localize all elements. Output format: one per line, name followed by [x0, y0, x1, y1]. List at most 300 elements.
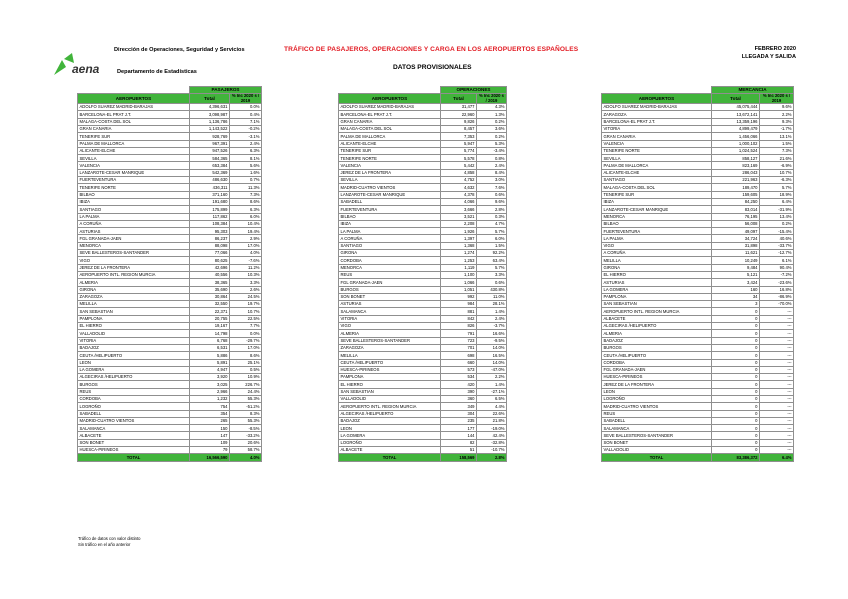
total-value: 34 [712, 293, 760, 300]
total-value: 22,960 [441, 111, 477, 118]
total-value: 660 [441, 359, 477, 366]
table-row [602, 417, 794, 424]
total-value: 19,167 [190, 323, 230, 330]
total-value: 3,920 [190, 374, 230, 381]
airport-name: CORDOBA [339, 257, 441, 264]
airport-name: FUERTEVENTURA [78, 177, 190, 184]
table-row [602, 206, 794, 213]
airport-name: GRAN CANARIA [339, 118, 441, 125]
table-row [602, 250, 794, 257]
pct-change: 2.4% [477, 162, 507, 169]
pct-change: 7.7% [230, 323, 262, 330]
table-row [339, 264, 507, 271]
table-row [339, 147, 507, 154]
pct-change: 10.7% [760, 169, 794, 176]
table-row [339, 410, 507, 417]
total-value: 3 [712, 301, 760, 308]
airport-name: JEREZ DE LA FRONTERA [78, 264, 190, 271]
total-value: 34,724 [712, 235, 760, 242]
pct-change: -10.7% [477, 447, 507, 454]
pct-change: 1.4% [477, 308, 507, 315]
airport-name: SALAMANCA [602, 425, 712, 432]
airport-name: VALENCIA [602, 140, 712, 147]
pct-change: 5.6% [230, 162, 262, 169]
airport-name: LA GOMERA [78, 366, 190, 373]
total-value: 984 [441, 301, 477, 308]
table-row [602, 359, 794, 366]
table-row [78, 374, 262, 381]
airport-name: CEUTA /HELIPUERTO [78, 352, 190, 359]
table-row [78, 257, 262, 264]
pct-change: -7.2% [760, 271, 794, 278]
airport-name: SANTIAGO [602, 177, 712, 184]
pct-change: 7.1% [230, 118, 262, 125]
pct-change: 11.2% [230, 264, 262, 271]
table-row [339, 344, 507, 351]
total-value: 1,024,524 [712, 147, 760, 154]
total-sum: 158,569 [441, 454, 477, 461]
airport-name: LA PALMA [339, 228, 441, 235]
airport-name: MELILLA [78, 301, 190, 308]
airport-name: LEON [78, 359, 190, 366]
table-row [78, 220, 262, 227]
total-value: 265 [190, 417, 230, 424]
table-row [602, 191, 794, 198]
total-value: 144 [441, 432, 477, 439]
aena-logo [52, 51, 108, 77]
airport-name: VALLADOLID [602, 447, 712, 454]
total-value: 84,250 [712, 198, 760, 205]
table-row [78, 395, 262, 402]
pct-change: 18.9% [760, 191, 794, 198]
table-row [602, 220, 794, 227]
airport-name: A CORUÑA [602, 250, 712, 257]
pct-change: 6.4% [760, 198, 794, 205]
table-row [339, 213, 507, 220]
pct-change: 10.7% [230, 308, 262, 315]
table-row [602, 301, 794, 308]
col-header-total: Total [712, 94, 760, 104]
airport-name: MENORCA [339, 264, 441, 271]
total-value: 0 [712, 323, 760, 330]
col-header-pct: % Inc 2020 s / 2019 [477, 94, 507, 104]
airport-name: FGL GRANADA-JAEN [339, 279, 441, 286]
table-row [78, 352, 262, 359]
table-row [602, 169, 794, 176]
pct-change: 13.1% [760, 133, 794, 140]
table-row [78, 250, 262, 257]
pct-change: --- [760, 359, 794, 366]
airport-name: ALMERIA [339, 330, 441, 337]
total-value: 420 [441, 381, 477, 388]
pct-change: --- [760, 381, 794, 388]
table-row [78, 118, 262, 125]
pct-change: 0.2% [760, 220, 794, 227]
airport-name: FGL GRANADA-JAEN [602, 366, 712, 373]
table-row [602, 337, 794, 344]
total-value: 191,680 [190, 198, 230, 205]
table-row [78, 177, 262, 184]
table-row [78, 388, 262, 395]
airport-name: VALENCIA [339, 162, 441, 169]
airport-name: BADAJOZ [78, 344, 190, 351]
group-header-row [339, 87, 507, 94]
total-value: 0 [712, 315, 760, 322]
total-value: 5,774 [441, 147, 477, 154]
pct-change: 2.9% [230, 235, 262, 242]
pct-change: 55.3% [230, 417, 262, 424]
airport-name: REUS [339, 271, 441, 278]
airport-name: ALGECIRAS /HELIPUERTO [602, 323, 712, 330]
airport-name: SABADELL [339, 198, 441, 205]
table-row [78, 337, 262, 344]
airport-name: CORDOBA [78, 395, 190, 402]
table-row [339, 279, 507, 286]
group-label: PASAJEROS [190, 87, 262, 94]
airport-name: CEUTA /HELIPUERTO [339, 359, 441, 366]
pct-change: 9.3% [760, 118, 794, 125]
total-value: 791 [441, 330, 477, 337]
total-value: 35,690 [190, 286, 230, 293]
pct-change: 21.8% [477, 417, 507, 424]
total-value: 0 [712, 330, 760, 337]
airport-name: LEON [339, 425, 441, 432]
pct-change: 28.1% [477, 301, 507, 308]
table-row [602, 184, 794, 191]
airport-name: ASTURIAS [339, 301, 441, 308]
total-value: 6,768 [190, 337, 230, 344]
pct-change: 4.3% [477, 104, 507, 111]
total-value: 1,000,102 [712, 140, 760, 147]
pct-change: 17.0% [230, 242, 262, 249]
pct-change: -9.5% [477, 337, 507, 344]
group-header-row [602, 87, 794, 94]
total-value: 108,384 [190, 220, 230, 227]
total-value: 51 [441, 447, 477, 454]
pct-change: 14.0% [477, 359, 507, 366]
total-value: 304 [441, 410, 477, 417]
table-row [339, 432, 507, 439]
pct-change: 0.2% [477, 133, 507, 140]
pct-change: 10.3% [230, 271, 262, 278]
total-value: 842 [441, 315, 477, 322]
table-row [602, 140, 794, 147]
total-value: 13,672,141 [712, 111, 760, 118]
airport-name: SON BONET [339, 293, 441, 300]
pct-change: -12.7% [760, 250, 794, 257]
airport-name: ALMERIA [78, 279, 190, 286]
pct-change: -3.4% [477, 147, 507, 154]
airport-name: SEVE BALLESTEROS-SANTANDER [339, 337, 441, 344]
airport-name: SON BONET [602, 439, 712, 446]
pct-change: 8.1% [230, 155, 262, 162]
airport-name: ADOLFO SUAREZ MADRID-BARAJAS [602, 104, 712, 111]
airport-name: ZARAGOZA [339, 344, 441, 351]
total-value: 754 [190, 403, 230, 410]
total-value: 3,424 [712, 279, 760, 286]
table-row [339, 111, 507, 118]
table-row [602, 133, 794, 140]
pct-change: 2.2% [760, 111, 794, 118]
airport-name: MALAGA-COSTA DEL SOL [602, 184, 712, 191]
table-row [78, 184, 262, 191]
total-value: 584,365 [190, 155, 230, 162]
total-value: 0 [712, 381, 760, 388]
pct-change: 3.3% [230, 279, 262, 286]
pct-change: -0.2% [230, 126, 262, 133]
pct-change: --- [760, 315, 794, 322]
pct-change: 24.5% [230, 293, 262, 300]
airport-name: SANTIAGO [339, 242, 441, 249]
table-row [78, 155, 262, 162]
airport-name: REUS [78, 388, 190, 395]
pct-change: -8.5% [230, 425, 262, 432]
pct-change: -19.0% [477, 425, 507, 432]
pct-change: 7.3% [760, 147, 794, 154]
pct-change: 40.6% [760, 235, 794, 242]
col-header-total: Total [441, 94, 477, 104]
total-value: 947,526 [190, 147, 230, 154]
total-value: 0 [712, 432, 760, 439]
footnote-1: Tráfico de datos con valor distinto [78, 536, 141, 541]
total-value: 1,143,522 [190, 126, 230, 133]
total-value: 117,862 [190, 213, 230, 220]
pct-change: --- [760, 425, 794, 432]
table-row [602, 228, 794, 235]
airport-name: FGL GRANADA-JAEN [78, 235, 190, 242]
airport-name: HUESCA-PIRINEOS [339, 366, 441, 373]
table-row [339, 155, 507, 162]
total-value: 1,051 [441, 286, 477, 293]
total-value: 1,253 [441, 257, 477, 264]
table-row [339, 315, 507, 322]
total-value: 3,025 [190, 381, 230, 388]
table-row [602, 198, 794, 205]
table-row [339, 388, 507, 395]
table-row [78, 293, 262, 300]
table-row [78, 359, 262, 366]
airport-name: PALMA DE MALLORCA [339, 133, 441, 140]
pct-change: 2.4% [477, 315, 507, 322]
total-value: 967,391 [190, 140, 230, 147]
airport-name: LOGROÑO [339, 439, 441, 446]
total-value: 1,926 [441, 228, 477, 235]
table-row [602, 315, 794, 322]
airport-name: IBIZA [78, 198, 190, 205]
pct-change: --- [760, 403, 794, 410]
total-value: 4,378 [441, 191, 477, 198]
total-value: 1,119 [441, 264, 477, 271]
table-row [339, 425, 507, 432]
airport-name: HUESCA-PIRINEOS [602, 374, 712, 381]
table-row [78, 410, 262, 417]
pct-change: 13.4% [760, 213, 794, 220]
table-row [602, 111, 794, 118]
airport-name: ALICANTE-ELCHE [339, 140, 441, 147]
airport-name: AEROPUERTO INTL. REGION MURCIA [78, 271, 190, 278]
table-row [78, 169, 262, 176]
pct-change: -6.3% [760, 177, 794, 184]
pct-change: 58.7% [230, 447, 262, 454]
total-value: 0 [712, 337, 760, 344]
airport-name: MALAGA-COSTA DEL SOL [78, 118, 190, 125]
table-row [339, 381, 507, 388]
table-row [602, 308, 794, 315]
airport-name: SEVILLA [339, 177, 441, 184]
total-value: 147 [190, 432, 230, 439]
total-label: TOTAL [339, 454, 441, 461]
airport-name: LA GOMERA [339, 432, 441, 439]
airport-name: CEUTA /HELIPUERTO [602, 352, 712, 359]
table-row [339, 242, 507, 249]
airport-name: ADOLFO SUAREZ MADRID-BARAJAS [78, 104, 190, 111]
airport-name: BILBAO [78, 191, 190, 198]
table-row [78, 140, 262, 147]
airport-name: TENERIFE SUR [339, 147, 441, 154]
pct-change: -33.7% [760, 242, 794, 249]
pct-change: 16.6% [477, 330, 507, 337]
total-sum: 16,566,590 [190, 454, 230, 461]
pct-change: -3.1% [230, 133, 262, 140]
table-row [602, 403, 794, 410]
airport-name: LA PALMA [78, 213, 190, 220]
airport-name: SEVE BALLESTEROS-SANTANDER [602, 432, 712, 439]
airport-name: MENORCA [602, 213, 712, 220]
total-value: 5,442 [441, 162, 477, 169]
table-row [602, 323, 794, 330]
table-row [78, 126, 262, 133]
pct-change: -23.6% [760, 279, 794, 286]
total-value: 4,632 [441, 184, 477, 191]
pct-change: 430.8% [477, 286, 507, 293]
total-value: 13,359,196 [712, 118, 760, 125]
table-row [602, 410, 794, 417]
total-value: 40,556 [190, 271, 230, 278]
airport-name: BADAJOZ [339, 417, 441, 424]
table-row [339, 301, 507, 308]
table-row [78, 330, 262, 337]
total-pct: 4.0% [230, 454, 262, 461]
scope-label: LLEGADA Y SALIDA [741, 54, 796, 60]
pct-change: 4.0% [230, 250, 262, 257]
table-row [602, 155, 794, 162]
org-line-1: Dirección de Operaciones, Seguridad y Servicios [114, 47, 245, 53]
total-value: 95,303 [190, 228, 230, 235]
airport-name: TENERIFE NORTE [78, 184, 190, 191]
pct-change: 4.4% [477, 403, 507, 410]
pct-change: --- [760, 323, 794, 330]
table-row [602, 147, 794, 154]
airport-name: ALBACETE [339, 447, 441, 454]
pct-change: 3.6% [477, 126, 507, 133]
table-row [602, 162, 794, 169]
airport-name: LANZAROTE-CESAR MANRIQUE [602, 206, 712, 213]
total-value: 10,249 [712, 257, 760, 264]
pct-change: 24.4% [230, 388, 262, 395]
table-row [339, 126, 507, 133]
pct-change: 0.0% [230, 104, 262, 111]
pct-change: -29.7% [230, 337, 262, 344]
airport-name: MALAGA-COSTA DEL SOL [339, 126, 441, 133]
airport-name: PALMA DE MALLORCA [602, 162, 712, 169]
column-header-row [602, 94, 794, 104]
airport-name: LA PALMA [602, 235, 712, 242]
airport-name: SEVE BALLESTEROS-SANTANDER [78, 250, 190, 257]
airport-name: MADRID-CUATRO VIENTOS [602, 403, 712, 410]
group-label: MERCANCIA [712, 87, 794, 94]
table-row [78, 235, 262, 242]
table-row [78, 279, 262, 286]
pct-change: --- [760, 439, 794, 446]
total-value: 3,666 [441, 206, 477, 213]
table-row [339, 177, 507, 184]
table-row [339, 403, 507, 410]
total-sum: 83,386,372 [712, 454, 760, 461]
total-value: 7,353 [441, 133, 477, 140]
table-row [602, 242, 794, 249]
airport-name: SALAMANCA [339, 308, 441, 315]
airport-name: BURGOS [339, 286, 441, 293]
total-value: 79 [190, 447, 230, 454]
total-value: 992 [441, 293, 477, 300]
table-row [602, 374, 794, 381]
airport-name: LANZAROTE-CESAR MANRIQUE [339, 191, 441, 198]
pct-change: -47.0% [477, 366, 507, 373]
total-value: 4,752 [441, 177, 477, 184]
page-title: TRÁFICO DE PASAJEROS, OPERACIONES Y CARGA EN LOS AEROPUERTOS ESPAÑOLES [284, 46, 579, 53]
airport-name: MELILLA [339, 352, 441, 359]
table-row [602, 352, 794, 359]
airport-name: EL HIERRO [78, 323, 190, 330]
pct-change: --- [760, 447, 794, 454]
total-value: 11,621 [712, 250, 760, 257]
pct-change: -70.0% [760, 301, 794, 308]
total-value: 0 [712, 344, 760, 351]
logo-mark-left [54, 60, 66, 75]
total-value: 160 [712, 286, 760, 293]
table-row [339, 228, 507, 235]
airport-name: MENORCA [78, 242, 190, 249]
pct-change: -15.4% [760, 228, 794, 235]
total-value: 5,121 [712, 271, 760, 278]
total-value: 4,066 [441, 198, 477, 205]
table-row [339, 359, 507, 366]
table-row [78, 344, 262, 351]
total-value: 20,755 [190, 315, 230, 322]
table-row [602, 395, 794, 402]
pct-change: --- [760, 330, 794, 337]
total-value: 0 [712, 403, 760, 410]
airport-name: IBIZA [602, 198, 712, 205]
total-value: 390 [441, 388, 477, 395]
total-value: 3,521 [441, 213, 477, 220]
pct-change: --- [760, 352, 794, 359]
table-row [339, 374, 507, 381]
total-value: 534 [441, 374, 477, 381]
airport-name: IBIZA [339, 220, 441, 227]
logo-text: aena [72, 62, 100, 76]
table-row [78, 271, 262, 278]
airport-name: JEREZ DE LA FRONTERA [339, 169, 441, 176]
airport-name: ALMERIA [602, 330, 712, 337]
pct-change: 9.6% [760, 104, 794, 111]
airport-name: CORDOBA [602, 359, 712, 366]
airport-name: SABADELL [602, 417, 712, 424]
total-value: 0 [712, 388, 760, 395]
airport-name: VALLADOLID [339, 395, 441, 402]
col-header-airport: AEROPUERTOS [78, 94, 190, 104]
pct-change: -7.6% [230, 257, 262, 264]
